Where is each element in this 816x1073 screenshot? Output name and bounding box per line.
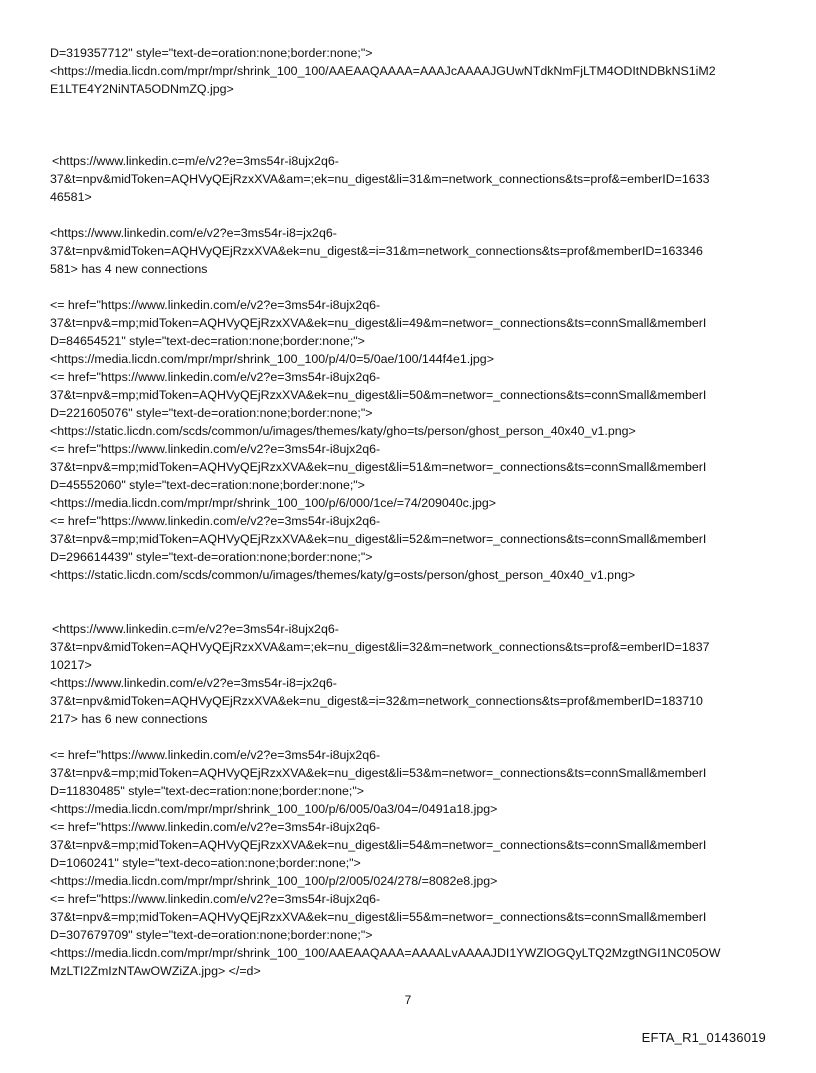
text-line: 37&t=npv&midToken=AQHVyQEjRzxXVA&ek=nu_digest&=i=32&m=network_connections&ts=prof&memberID=183710 <box>50 694 703 708</box>
text-line: 46581> <box>50 190 92 204</box>
text-line: <https://media.licdn.com/mpr/mpr/shrink_100_100/p/6/005/0a3/04=/0491a18.jpg> <box>50 802 498 816</box>
paragraph-gap <box>50 98 774 134</box>
text-line: 37&t=npv&midToken=AQHVyQEjRzxXVA&am=;ek=nu_digest&li=32&m=network_connections&ts=prof&=emberID=1837 <box>50 640 710 654</box>
text-line: 37&t=npv&=mp;midToken=AQHVyQEjRzxXVA&ek=nu_digest&li=51&m=networ=_connections&ts=connSmall&memberI <box>50 460 707 474</box>
text-block-5 <box>50 620 774 728</box>
text-line: <= href="https://www.linkedin.com/e/v2?e=3ms54r-i8ujx2q6- <box>50 748 381 762</box>
text-line: E1LTE4Y2NiNTA5ODNmZQ.jpg> <box>50 82 234 96</box>
text-line: D=1060241" style="text-deco=ation:none;border:none;"> <box>50 856 361 870</box>
text-block-2 <box>50 152 774 206</box>
text-line: D=307679709" style="text-de=oration:none;border:none;"> <box>50 928 373 942</box>
text-line: D=84654521" style="text-dec=ration:none;border:none;"> <box>50 334 365 348</box>
page-number: 7 <box>404 993 412 1007</box>
text-line: <= href="https://www.linkedin.com/e/v2?e=3ms54r-i8ujx2q6- <box>50 820 381 834</box>
text-line: <= href="https://www.linkedin.com/e/v2?e=3ms54r-i8ujx2q6- <box>50 370 381 384</box>
document-body <box>50 44 774 980</box>
text-line: <https://media.licdn.com/mpr/mpr/shrink_100_100/p/4/0=5/0ae/100/144f4e1.jpg> <box>50 352 494 366</box>
text-line: 37&t=npv&=mp;midToken=AQHVyQEjRzxXVA&ek=nu_digest&li=54&m=networ=_connections&ts=connSmall&memberI <box>50 838 707 852</box>
text-line: <https://www.linkedin.com/e/v2?e=3ms54r-i8=jx2q6- <box>50 226 337 240</box>
text-line: 37&t=npv&=mp;midToken=AQHVyQEjRzxXVA&ek=nu_digest&li=52&m=networ=_connections&ts=connSmall&memberI <box>50 532 707 546</box>
text-line: 37&t=npv&midToken=AQHVyQEjRzxXVA&ek=nu_digest&=i=31&m=network_connections&ts=prof&memberID=163346 <box>50 244 703 258</box>
text-line: <https://media.licdn.com/mpr/mpr/shrink_100_100/AAEAAQAAAA=AAAJcAAAAJGUwNTdkNmFjLTM4ODItNDBkNS1iM2 <box>50 64 716 78</box>
text-line: 37&t=npv&midToken=AQHVyQEjRzxXVA&am=;ek=nu_digest&li=31&m=network_connections&ts=prof&=emberID=1633 <box>50 172 710 186</box>
text-block-3 <box>50 224 774 278</box>
text-line: <= href="https://www.linkedin.com/e/v2?e=3ms54r-i8ujx2q6- <box>50 298 381 312</box>
text-line: <https://media.licdn.com/mpr/mpr/shrink_100_100/p/6/000/1ce/=74/209040c.jpg> <box>50 496 496 510</box>
text-line: <https://media.licdn.com/mpr/mpr/shrink_100_100/AAEAAQAAA=AAAALvAAAAJDI1YWZlOGQyLTQ2MzgtNGI1NC05OW <box>50 946 721 960</box>
text-line: 581> has 4 new connections <box>50 262 208 276</box>
text-line: <https://static.licdn.com/scds/common/u/images/themes/katy/gho=ts/person/ghost_person_40x40_v1.png> <box>50 424 636 438</box>
text-line: <= href="https://www.linkedin.com/e/v2?e=3ms54r-i8ujx2q6- <box>50 514 381 528</box>
paragraph-gap <box>50 584 774 620</box>
text-line: 37&t=npv&=mp;midToken=AQHVyQEjRzxXVA&ek=nu_digest&li=53&m=networ=_connections&ts=connSmall&memberI <box>50 766 707 780</box>
document-id: EFTA_R1_01436019 <box>641 1030 766 1045</box>
paragraph-gap <box>50 728 774 746</box>
text-line: D=221605076" style="text-de=oration:none;border:none;"> <box>50 406 373 420</box>
text-line: MzLTI2ZmIzNTAwOWZiZA.jpg> </=d> <box>50 964 261 978</box>
text-line: <= href="https://www.linkedin.com/e/v2?e=3ms54r-i8ujx2q6- <box>50 442 381 456</box>
text-line: <https://www.linkedin.com/e/v2?e=3ms54r-i8=jx2q6- <box>50 676 337 690</box>
text-line: <https://static.licdn.com/scds/common/u/images/themes/katy/g=osts/person/ghost_person_40x40_v1.png> <box>50 568 636 582</box>
text-line: D=319357712" style="text-de=oration:none;border:none;"> <box>50 46 373 60</box>
text-line: <= href="https://www.linkedin.com/e/v2?e=3ms54r-i8ujx2q6- <box>50 892 381 906</box>
text-line: 10217> <box>50 658 92 672</box>
text-line: D=45552060" style="text-dec=ration:none;border:none;"> <box>50 478 365 492</box>
text-line: <https://www.linkedin.c=m/e/v2?e=3ms54r-i8ujx2q6- <box>52 622 339 636</box>
text-line: <https://media.licdn.com/mpr/mpr/shrink_100_100/p/2/005/024/278/=8082e8.jpg> <box>50 874 498 888</box>
text-line: 37&t=npv&=mp;midToken=AQHVyQEjRzxXVA&ek=nu_digest&li=49&m=networ=_connections&ts=connSmall&memberI <box>50 316 707 330</box>
text-block-4 <box>50 296 774 584</box>
paragraph-gap <box>50 278 774 296</box>
paragraph-gap <box>50 134 774 152</box>
text-line: <https://www.linkedin.c=m/e/v2?e=3ms54r-i8ujx2q6- <box>52 154 339 168</box>
text-block-1 <box>50 44 774 98</box>
text-line: 217> has 6 new connections <box>50 712 208 726</box>
paragraph-gap <box>50 206 774 224</box>
text-line: D=11830485" style="text-dec=ration:none;border:none;"> <box>50 784 365 798</box>
text-line: 37&t=npv&=mp;midToken=AQHVyQEjRzxXVA&ek=nu_digest&li=55&m=networ=_connections&ts=connSmall&memberI <box>50 910 707 924</box>
text-block-6 <box>50 746 774 980</box>
text-line: 37&t=npv&=mp;midToken=AQHVyQEjRzxXVA&ek=nu_digest&li=50&m=networ=_connections&ts=connSmall&memberI <box>50 388 707 402</box>
text-line: D=296614439" style="text-de=oration:none;border:none;"> <box>50 550 373 564</box>
